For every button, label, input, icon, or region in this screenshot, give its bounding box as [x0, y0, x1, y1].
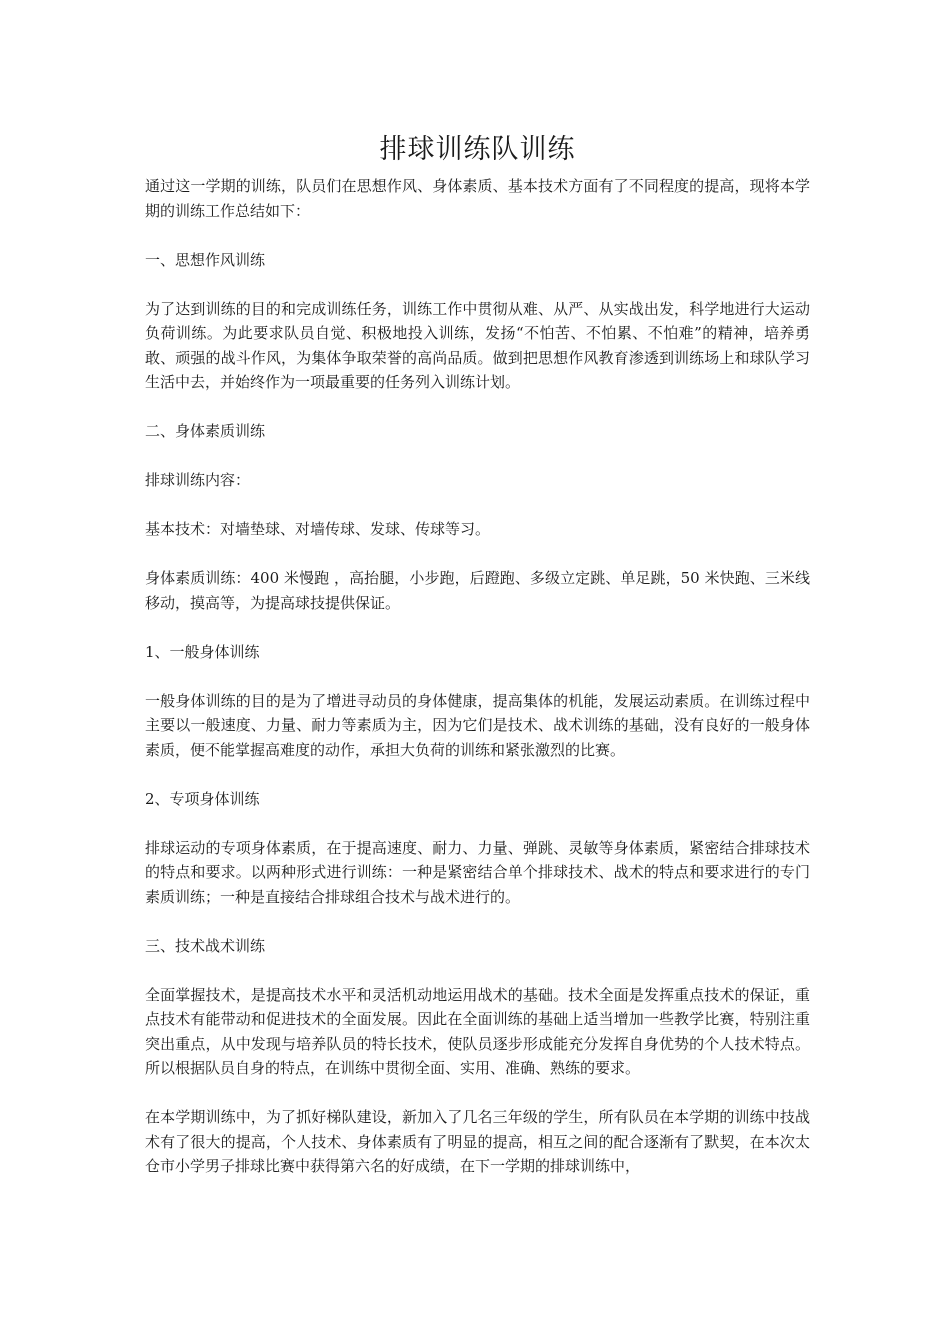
section-heading-3: 三、技术战术训练	[145, 936, 266, 955]
spacer	[145, 958, 810, 983]
physical-training-paragraph: 身体素质训练：400 米慢跑 ，高抬腿，小步跑，后蹬跑、多级立定跳、单足跳，50 米快跑、三米线移动，摸高等，为提高球技提供保证。	[145, 569, 810, 612]
subheading-general-training: 1、一般身体训练	[145, 642, 260, 661]
spacer	[145, 395, 810, 420]
document-title: 排球训练队训练	[379, 134, 576, 165]
spacer	[145, 542, 810, 567]
spacer	[145, 909, 810, 934]
spacer	[145, 272, 810, 297]
spacer	[145, 811, 810, 836]
special-training-paragraph: 排球运动的专项身体素质，在于提高速度、耐力、力量、弹跳、灵敏等身体素质，紧密结合排球技术的特点和要求。以两种形式进行训练：一种是紧密结合单个排球技术、战术的特点和要求进行的专门素质训练；一种是直接结合排球组合技术与战术进行的。	[145, 838, 810, 906]
section-1-paragraph: 为了达到训练的目的和完成训练任务，训练工作中贯彻从难、从严、从实战出发，科学地进行大运动负荷训练。为此要求队员自觉、积极地投入训练，发扬“不怕苦、不怕累、不怕难”的精神，培养勇敢、顽强的战斗作风，为集体争取荣誉的高尚品质。做到把思想作风教育渗透到训练场上和球队学习生活中去，并始终作为一项最重要的任务列入训练计划。	[145, 299, 810, 391]
semester-summary-paragraph: 在本学期训练中，为了抓好梯队建设，新加入了几名三年级的学生，所有队员在本学期的训练中技战术有了很大的提高，个人技术、身体素质有了明显的提高，相互之间的配合逐渐有了默契，在本次太仓市小学男子排球比赛中获得第六名的好成绩，在下一学期的排球训练中，	[145, 1108, 810, 1175]
spacer	[145, 664, 810, 689]
general-training-paragraph: 一般身体训练的目的是为了增进寻动员的身体健康，提高集体的机能，发展运动素质。在训练过程中主要以一般速度、力量、耐力等素质为主，因为它们是技术、战术训练的基础，没有良好的一般身体素质，便不能掌握高难度的动作，承担大负荷的训练和紧张激烈的比赛。	[145, 691, 810, 759]
spacer	[145, 615, 810, 640]
spacer	[145, 762, 810, 787]
subheading-special-training: 2、专项身体训练	[145, 789, 260, 808]
spacer	[145, 493, 810, 518]
section-heading-1: 一、思想作风训练	[145, 250, 266, 269]
technique-paragraph: 全面掌握技术，是提高技术水平和灵活机动地运用战术的基础。技术全面是发挥重点技术的保证，重点技术有能带动和促进技术的全面发展。因此在全面训练的基础上适当增加一些教学比赛，特别注重突出重点，从中发现与培养队员的特长技术，使队员逐步形成能充分发挥自身优势的个人技术特点。所以根据队员自身的特点，在训练中贯彻全面、实用、准确、熟练的要求。	[145, 985, 810, 1077]
intro-paragraph: 通过这一学期的训练，队员们在思想作风、身体素质、基本技术方面有了不同程度的提高，现将本学期的训练工作总结如下：	[145, 177, 810, 220]
basic-technique-paragraph: 基本技术：对墙垫球、对墙传球、发球、传球等习。	[145, 520, 491, 538]
spacer	[145, 223, 810, 248]
training-content-label: 排球训练内容：	[145, 471, 251, 489]
section-heading-2: 二、身体素质训练	[145, 422, 266, 440]
document-page	[145, 128, 810, 1179]
spacer	[145, 444, 810, 469]
spacer	[145, 1081, 810, 1106]
